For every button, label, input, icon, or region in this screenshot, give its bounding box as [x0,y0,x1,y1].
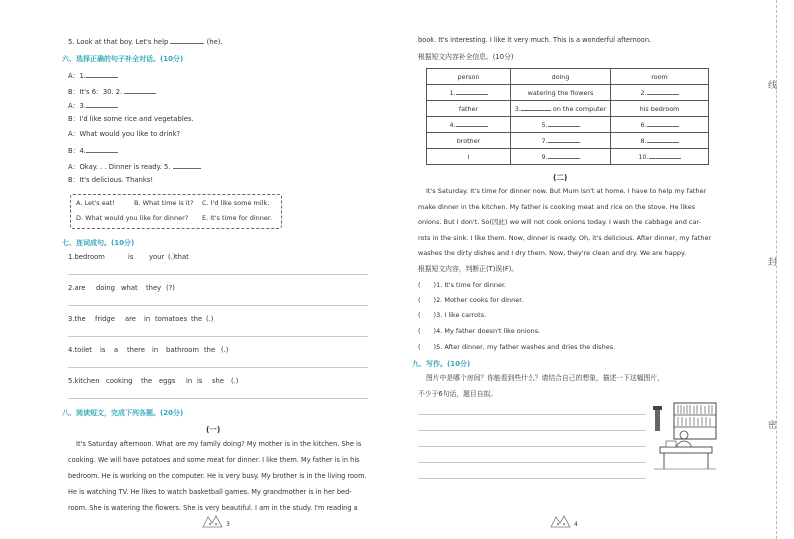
word: (?) [166,284,175,292]
word: 4.toilet [68,346,92,354]
tf-item[interactable]: ( )1. It's time for dinner. [418,281,507,289]
word: 1.bedroom [68,253,105,261]
tf-item[interactable]: ( )2. Mother cooks for dinner. [418,296,524,304]
binding-char-top: 线 [768,81,778,91]
word: the [141,377,153,385]
table-row [427,85,709,101]
mascot-icon [548,514,574,530]
passage-line: It's Saturday afternoon. What are my family doing? My mother is in the kitchen. She is [76,440,362,448]
writing-line[interactable] [418,462,646,463]
word: in [152,346,159,354]
page-number: 3 [226,521,230,528]
info-table [426,68,709,165]
table-cell[interactable]: 1. [427,85,511,101]
section-8-title: 八、阅读短文，完成下列各题。(20分) [62,409,184,417]
table-cell[interactable]: 5. [511,117,611,133]
table-header: room [611,69,709,85]
mascot-icon [200,514,226,530]
word: fridge [95,315,115,323]
table-cell[interactable]: 9. [511,149,611,165]
writing-prompt: 不少于6句话，题目自拟。 [418,390,498,398]
section-6-title: 六、选择正确的句子补全对话。(10分) [62,55,184,63]
word: in [144,315,151,323]
passage-line: onions. But I don't. So(因此) we will not cook onions today. I wash the cabbage and car- [418,218,702,226]
passage-line: bedroom. He is working on the computer. He is very busy. My brother is in the living room. [68,472,367,480]
table-cell[interactable]: 2. [611,85,709,101]
answer-line[interactable] [68,305,368,306]
answer-line[interactable] [68,398,368,399]
writing-line[interactable] [418,430,646,431]
word: (.) [231,377,239,385]
answer-line[interactable] [68,367,368,368]
dialogue-line: B：It's delicious. Thanks! [68,176,154,184]
passage-line: rots in the sink. I like them. Now, dinner is ready. Oh, it's delicious. After dinner, my father [418,234,712,242]
option-b: B. What time is it? [134,199,194,207]
table-instruction: 根据短文内容补全信息。(10分) [418,53,514,61]
answer-blank[interactable] [86,71,118,78]
table-cell[interactable]: 8. [611,133,709,149]
word: 5.kitchen [68,377,100,385]
dialogue-line: B：It's 6：30. 2. [68,87,156,96]
dialogue-line: B：I'd like some rice and vegetables. [68,115,194,123]
answer-blank[interactable] [86,146,118,153]
writing-prompt: 图片中是哪个房间？你能看到些什么？请结合自己的想象，描述一下这幅图片， [426,374,664,382]
table-cell: watering the flowers [511,85,611,101]
passage-line: room. She is watering the flowers. She is very beautiful. I am in the study. I'm reading a [68,504,358,512]
dialogue-line: A：3. [68,101,118,110]
table-cell[interactable]: 3. on the computer [511,101,611,117]
table-cell: I [427,149,511,165]
tf-item[interactable]: ( )4. My father doesn't like onions. [418,327,541,335]
passage-line: make dinner in the kitchen. My father is cooking meat and rice on the stove. He likes [418,203,696,211]
answer-line[interactable] [68,274,368,275]
q5-sentence: 5. Look at that boy. Let's help (he). [68,38,223,46]
dialogue-line: A：Okay. . . Dinner is ready. 5. [68,162,201,171]
passage-1-title: (一) [206,425,221,434]
word: doing [96,284,115,292]
word: (.) [206,315,214,323]
writing-line[interactable] [418,414,646,415]
passage-1-continued: book. It's interesting. I like it very much. This is a wonderful afternoon. [418,36,652,44]
word: bathroom [166,346,200,354]
word: a [114,346,119,354]
word: cooking [106,377,133,385]
tf-item[interactable]: ( )3. I like carrots. [418,311,487,319]
table-cell[interactable]: 6. [611,117,709,133]
passage-line: He is watching TV. He likes to watch basketball games. My grandmother is in her bed- [68,488,352,496]
word: your [149,253,165,261]
word: that [175,253,189,261]
word: is [128,253,134,261]
table-header-row [427,69,709,85]
table-cell: his bedroom [611,101,709,117]
table-row [427,149,709,165]
table-cell[interactable]: 10. [611,149,709,165]
word: are [125,315,136,323]
table-cell: father [427,101,511,117]
section-9-title: 九、写作。(10分) [412,360,471,368]
word: eggs [159,377,176,385]
binding-char-middle: 封 [768,258,778,268]
passage-line: It's Saturday. It's time for dinner now. But Mum isn't at home. I have to help my father [426,187,707,195]
tf-item[interactable]: ( )5. After dinner, my father washes and dries the dishes. [418,343,616,351]
option-c: C. I'd like some milk. [202,199,270,207]
option-a: A. Let's eat! [76,199,115,207]
word: 3.the [68,315,86,323]
answer-blank[interactable] [173,162,201,169]
answer-blank[interactable] [170,37,204,44]
word: the [204,346,216,354]
table-cell: brother [427,133,511,149]
word: (.) [168,253,176,261]
word: in [186,377,193,385]
word: (.) [221,346,229,354]
word: what [121,284,138,292]
table-cell[interactable]: 4. [427,117,511,133]
passage-line: cooking. We will have potatoes and some meat for dinner. I like them. My father is in his [68,456,360,464]
answer-line[interactable] [68,336,368,337]
word: is [100,346,106,354]
passage-line: washes the dirty dishes and I dry them. Now, they're clean and dry. We are happy. [418,249,686,257]
section-7-title: 七、连词成句。(10分) [62,239,135,247]
table-row [427,101,709,117]
word: there [127,346,145,354]
passage-2-title: (二) [553,173,568,182]
option-d: D. What would you like for dinner? [76,214,189,222]
table-cell[interactable]: 7. [511,133,611,149]
answer-blank[interactable] [124,87,156,94]
study-room-illustration [650,401,718,471]
table-header: doing [511,69,611,85]
tf-instruction: 根据短文内容，判断正(T)误(F)。 [418,265,519,273]
word: tomatoes [155,315,188,323]
answer-blank[interactable] [86,101,118,108]
table-row [427,117,709,133]
writing-line[interactable] [418,446,646,447]
word: she [212,377,225,385]
dialogue-line: A：What would you like to drink? [68,130,181,138]
binding-char-bottom: 密 [768,421,778,431]
dialogue-line: B：4. [68,146,118,155]
word: is [197,377,203,385]
writing-line[interactable] [418,478,646,479]
page-number: 4 [574,521,578,528]
dialogue-line: A：1. [68,71,118,80]
table-row [427,133,709,149]
word: 2.are [68,284,86,292]
option-e: E. It's time for dinner. [202,214,273,222]
table-header: person [427,69,511,85]
word: the [191,315,203,323]
word: they [146,284,162,292]
